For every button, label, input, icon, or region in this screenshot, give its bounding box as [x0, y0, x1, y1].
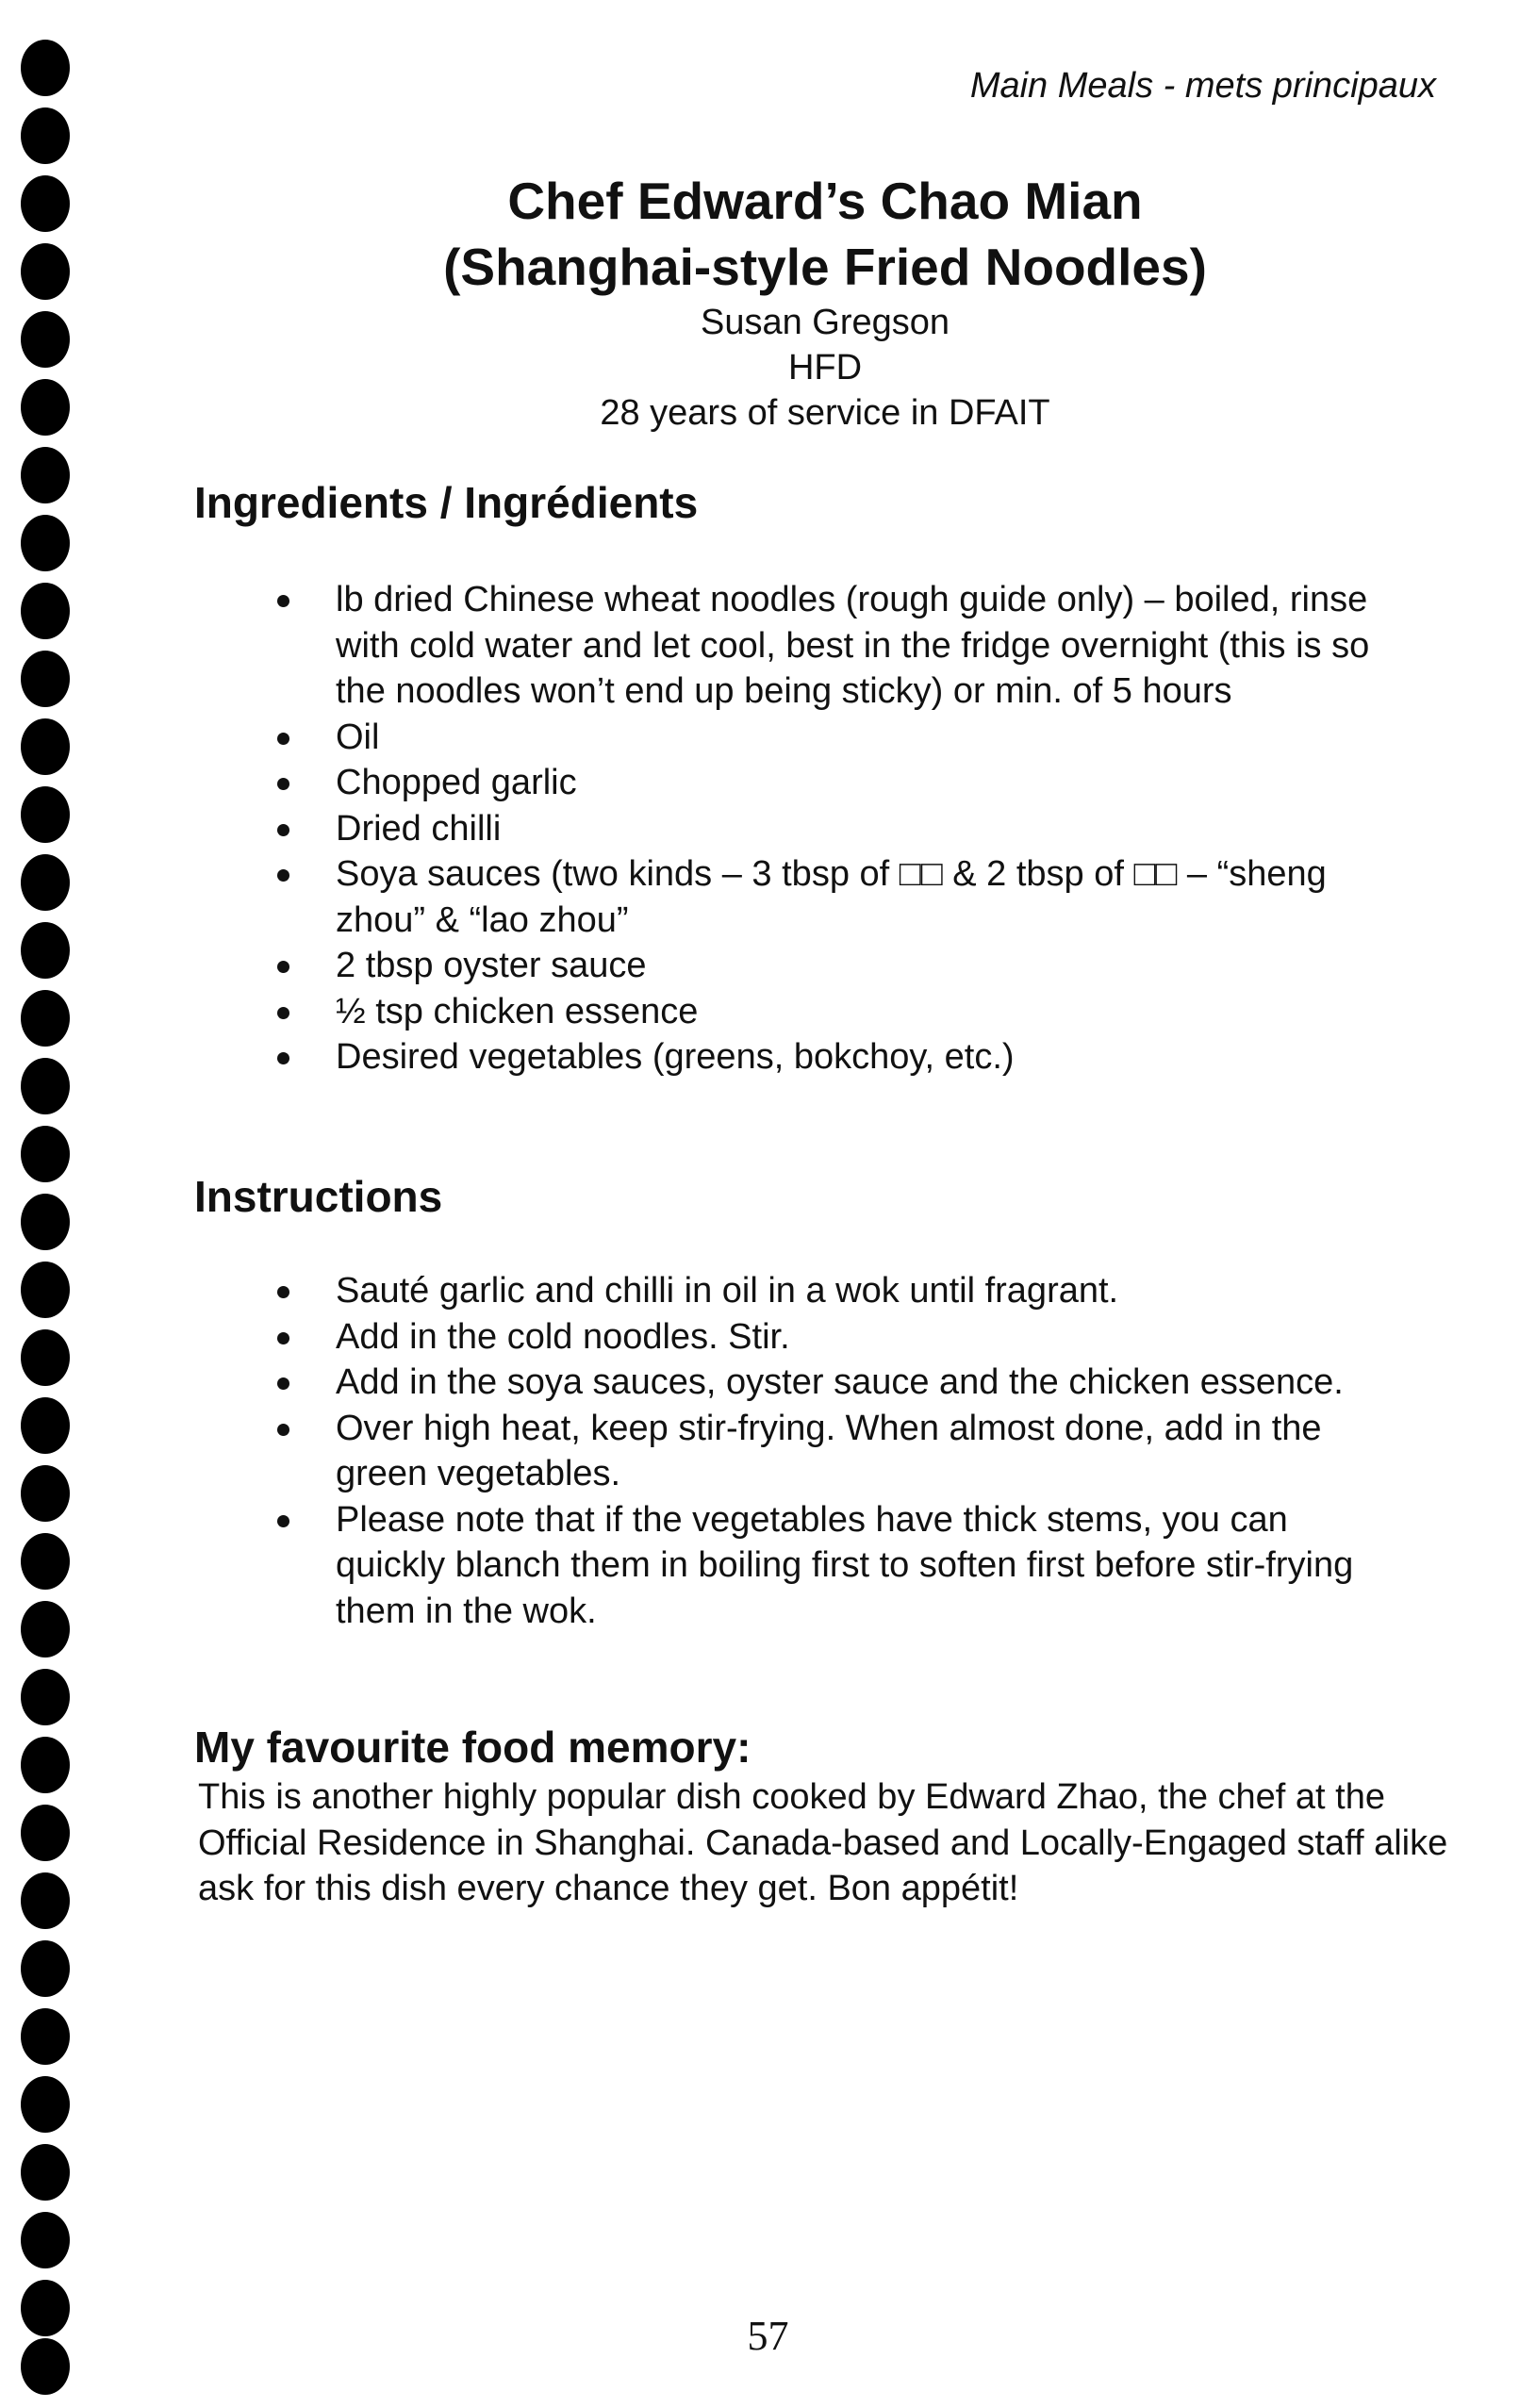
recipe-title: Chef Edward’s Chao Mian — [507, 172, 1143, 230]
list-item — [273, 1034, 1405, 1080]
instructions-list — [273, 1268, 1405, 1634]
binding-hole — [21, 2008, 70, 2065]
spiral-binding — [0, 0, 104, 2408]
bullet-icon — [277, 824, 289, 836]
binding-hole — [21, 1940, 70, 1997]
binding-hole — [21, 1194, 70, 1250]
binding-hole — [21, 1872, 70, 1929]
ingredient-text: lb dried Chinese wheat noodles (rough guide only) – boiled, rinse with cold water and let cool, best in the fridge overnight (this is so the noodles won’t end up being sticky) or min. of 5 hours — [336, 580, 1370, 711]
binding-hole — [21, 718, 70, 775]
binding-hole — [21, 1329, 70, 1386]
recipe-title-block — [283, 168, 1367, 436]
list-item — [273, 943, 1405, 989]
bullet-icon — [277, 1007, 289, 1019]
recipe-subtitle: (Shanghai-style Fried Noodles) — [443, 238, 1207, 296]
list-item — [273, 989, 1405, 1035]
section-header: Main Meals - mets principaux — [969, 66, 1436, 106]
recipe-division: HFD — [787, 348, 863, 388]
binding-hole — [21, 447, 70, 503]
list-item — [273, 760, 1405, 806]
binding-hole — [21, 1737, 70, 1793]
bullet-icon — [277, 1332, 289, 1344]
binding-hole — [21, 1805, 70, 1861]
ingredient-text: Soya sauces (two kinds – 3 tbsp of □□ & 2 tbsp of □□ – “sheng zhou” & “lao zhou” — [336, 854, 1327, 940]
list-item — [273, 1268, 1405, 1314]
list-item — [273, 1497, 1405, 1635]
bullet-icon — [277, 778, 289, 790]
list-item — [273, 1360, 1405, 1406]
ingredient-text: 2 tbsp oyster sauce — [336, 946, 647, 985]
instruction-text: Sauté garlic and chilli in oil in a wok until fragrant. — [336, 1271, 1119, 1311]
binding-hole — [21, 2076, 70, 2133]
ingredient-text: Dried chilli — [336, 808, 502, 849]
binding-hole — [21, 175, 70, 232]
memory-text: This is another highly popular dish cooked by Edward Zhao, the chef at the Official Residence in Shanghai. Canada-based and Locally-Engaged staff alike ask for this dish every chance they get. Bon appétit! — [198, 1777, 1448, 1908]
binding-hole — [21, 243, 70, 300]
bullet-icon — [277, 733, 289, 745]
bullet-icon — [277, 595, 289, 607]
list-item — [273, 806, 1405, 852]
binding-hole — [21, 1262, 70, 1318]
ingredient-text: Chopped garlic — [336, 763, 577, 802]
binding-hole — [21, 922, 70, 979]
binding-hole — [21, 2144, 70, 2201]
binding-hole — [21, 583, 70, 639]
list-item — [273, 1406, 1405, 1497]
binding-hole — [21, 107, 70, 164]
bullet-icon — [277, 1052, 289, 1064]
list-item — [273, 715, 1405, 761]
binding-hole — [21, 515, 70, 571]
ingredient-text: ½ tsp chicken essence — [336, 991, 699, 1031]
page-number: 57 — [747, 2313, 789, 2359]
binding-hole — [21, 1465, 70, 1522]
binding-hole — [21, 40, 70, 96]
ingredient-text: Oil — [336, 717, 380, 757]
binding-hole — [21, 2212, 70, 2268]
ingredients-heading: Ingredients / Ingrédients — [194, 478, 699, 527]
recipe-author: Susan Gregson — [700, 303, 950, 342]
binding-hole — [21, 854, 70, 911]
binding-hole — [21, 1601, 70, 1658]
instruction-text: Please note that if the vegetables have thick stems, you can quickly blanch them in boiling first to soften first before stir-frying them in the wok. — [336, 1499, 1354, 1631]
binding-hole — [21, 651, 70, 707]
bullet-icon — [277, 1515, 289, 1527]
binding-hole — [21, 786, 70, 843]
instruction-text: Add in the cold noodles. Stir. — [336, 1316, 790, 1357]
binding-hole — [21, 1126, 70, 1182]
memory-heading: My favourite food memory: — [194, 1723, 751, 1772]
bullet-icon — [277, 961, 289, 973]
ingredient-text: Desired vegetables (greens, bokchoy, etc.) — [336, 1037, 1015, 1077]
bullet-icon — [277, 1286, 289, 1298]
list-item — [273, 851, 1405, 943]
bullet-icon — [277, 869, 289, 882]
binding-hole — [21, 1058, 70, 1114]
bullet-icon — [277, 1424, 289, 1436]
ingredients-list — [273, 577, 1405, 1080]
binding-hole — [21, 311, 70, 368]
list-item — [273, 1314, 1405, 1361]
instruction-text: Add in the soya sauces, oyster sauce and the chicken essence. — [336, 1362, 1344, 1402]
list-item — [273, 577, 1405, 715]
recipe-service: 28 years of service in DFAIT — [600, 393, 1050, 433]
binding-hole — [21, 1533, 70, 1590]
instructions-heading: Instructions — [194, 1172, 443, 1221]
bullet-icon — [277, 1377, 289, 1390]
binding-hole — [21, 1397, 70, 1454]
binding-hole — [21, 379, 70, 436]
binding-hole — [21, 1669, 70, 1725]
binding-hole — [21, 990, 70, 1047]
instruction-text: Over high heat, keep stir-frying. When almost done, add in the green vegetables. — [336, 1408, 1322, 1493]
